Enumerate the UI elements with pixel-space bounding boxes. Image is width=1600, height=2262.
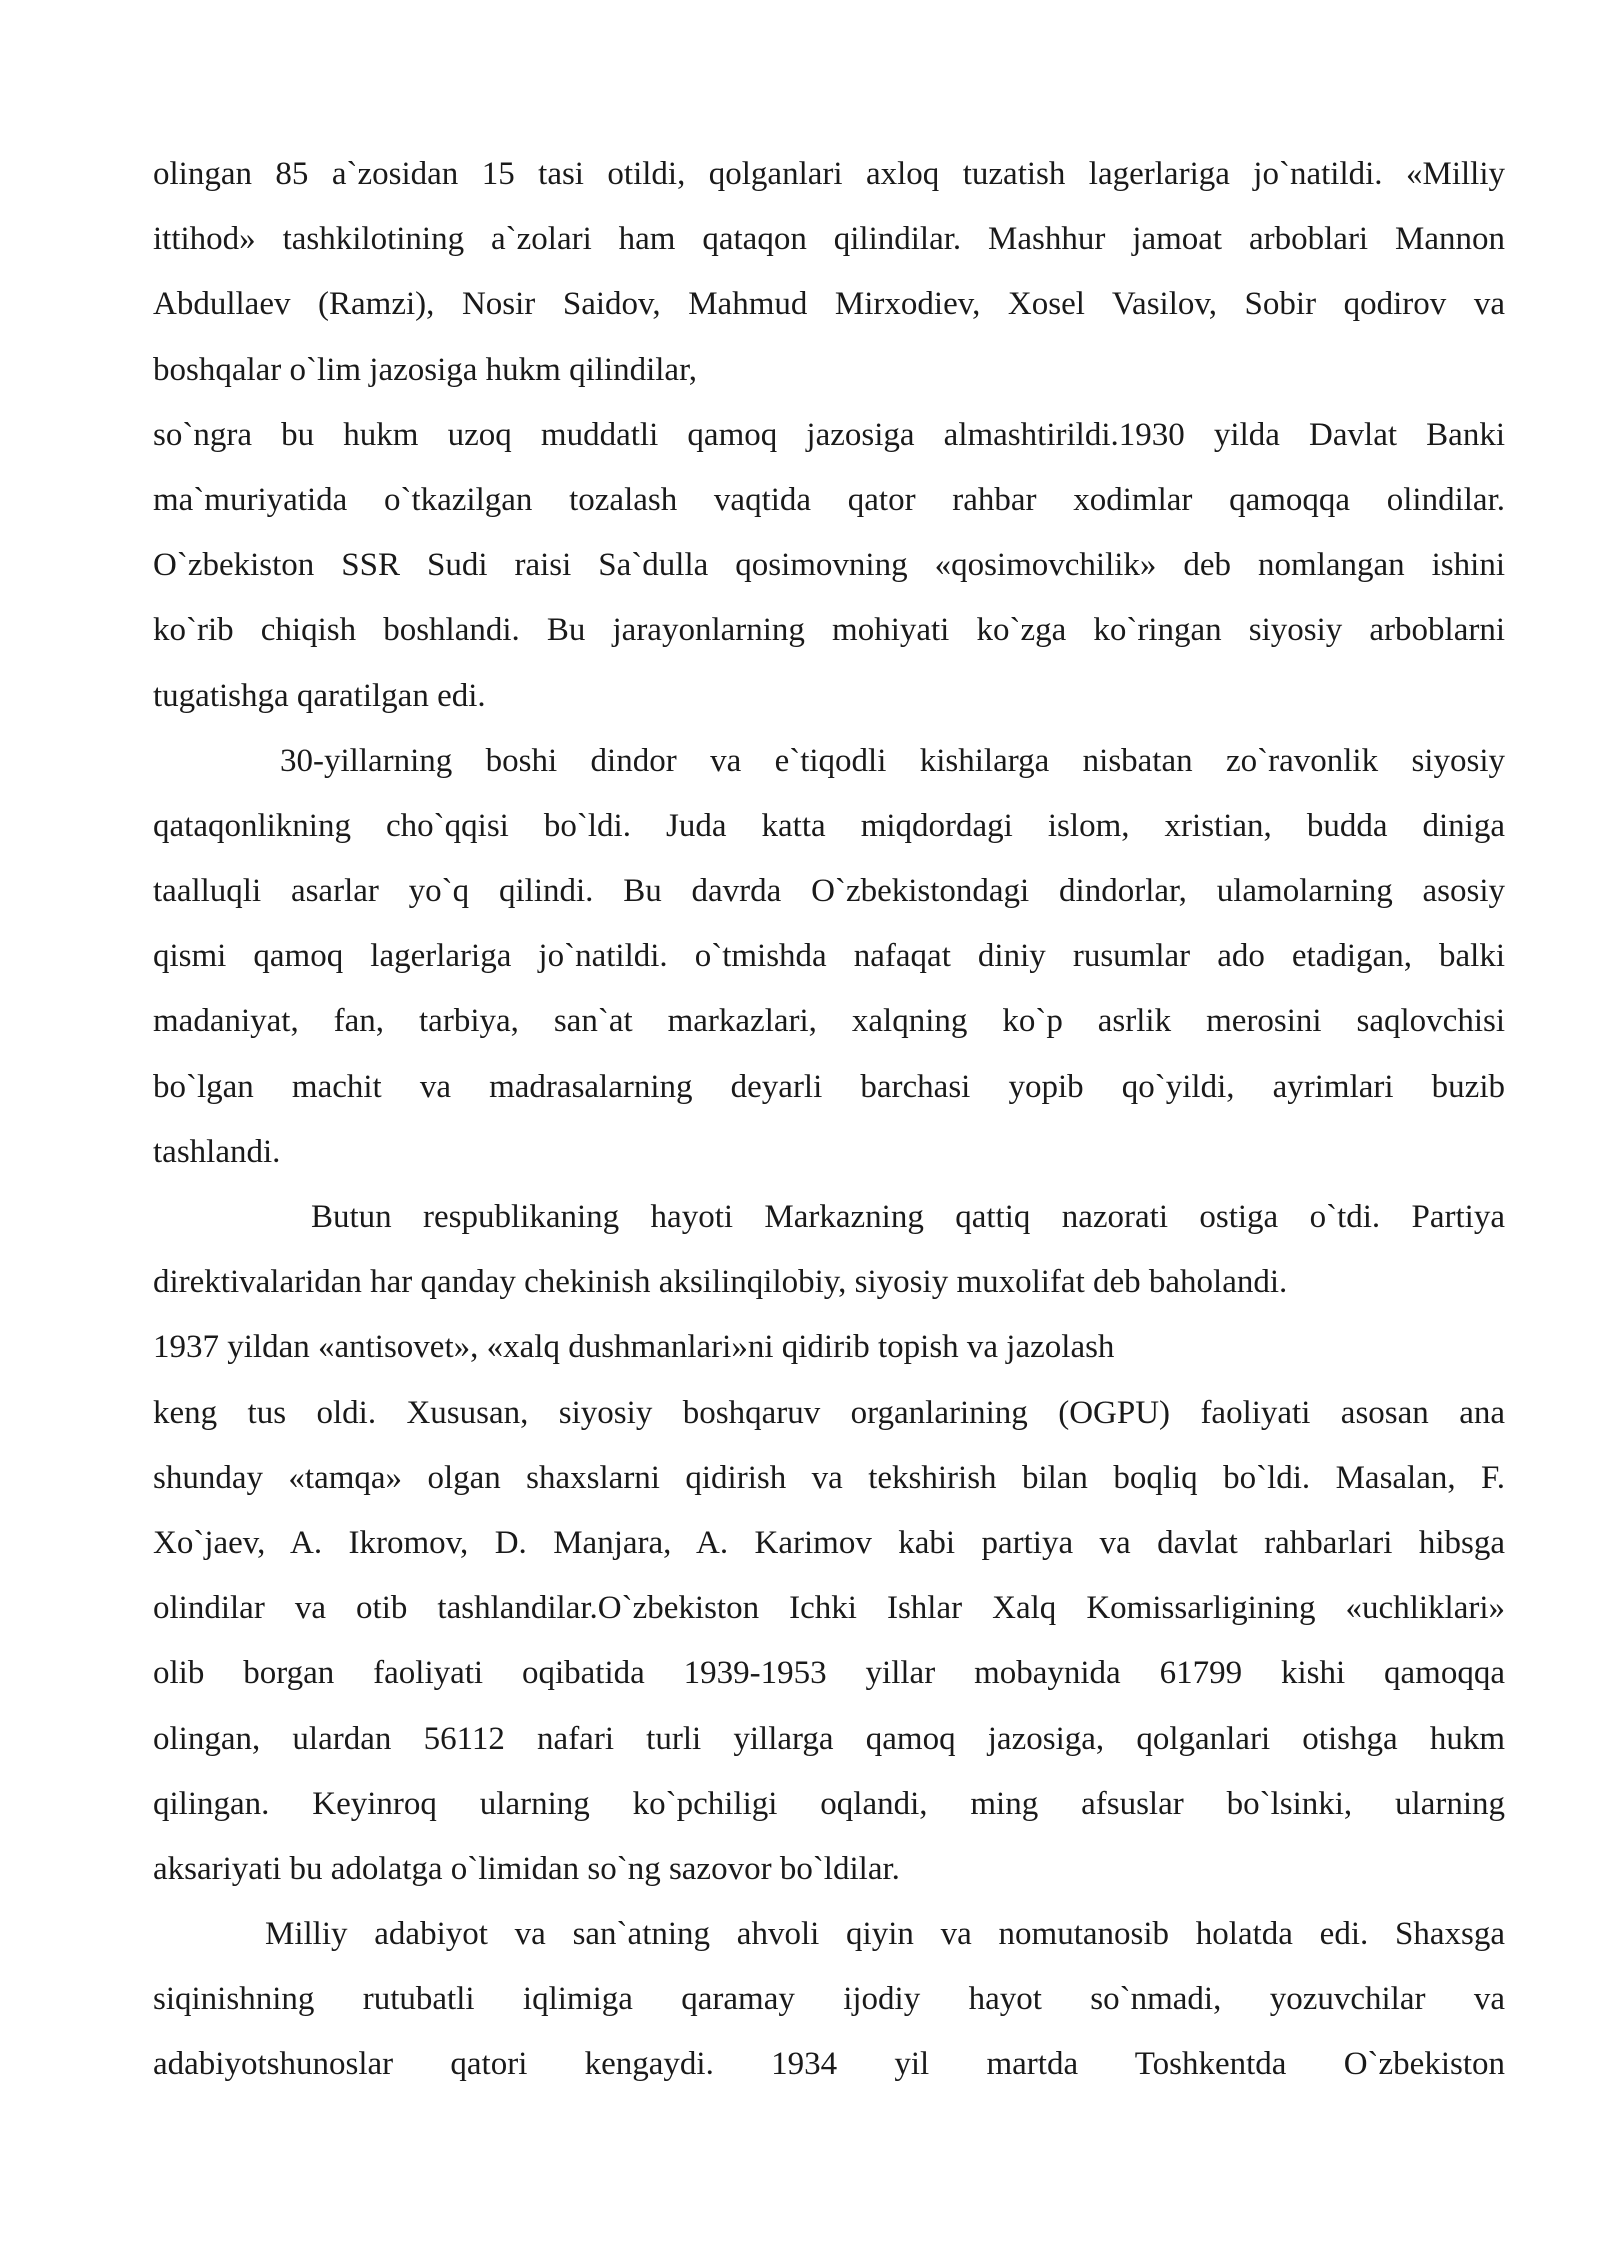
- text-line: 30-yillarning boshi dindor va e`tiqodli kishilarga nisbatan zo`ravonlik siyosiy: [280, 742, 1505, 779]
- text-line: qismi qamoq lagerlariga jo`natildi. o`tmishda nafaqat diniy rusumlar ado etadigan, balki: [153, 938, 1505, 975]
- text-line: madaniyat, fan, tarbiya, san`at markazlari, xalqning ko`p asrlik merosini saqlovchisi: [153, 1003, 1505, 1040]
- text-line: siqinishning rutubatli iqlimiga qaramay ijodiy hayot so`nmadi, yozuvchilar va: [153, 1981, 1505, 2018]
- text-line: adabiyotshunoslar qatori kengaydi. 1934 yil martda Toshkentda O`zbekiston: [153, 2046, 1505, 2083]
- text-line: Butun respublikaning hayoti Markazning qattiq nazorati ostiga o`tdi. Partiya: [311, 1199, 1505, 1235]
- text-line: tugatishga qaratilgan edi.: [153, 677, 486, 714]
- text-line: ko`rib chiqish boshlandi. Bu jarayonlarning mohiyati ko`zga ko`ringan siyosiy arboblarni: [153, 612, 1505, 649]
- text-line: qilingan. Keyinroq ularning ko`pchiligi oqlandi, ming afsuslar bo`lsinki, ularning: [153, 1785, 1505, 1822]
- text-line: Milliy adabiyot va san`atning ahvoli qiyin va nomutanosib holatda edi. Shaxsga: [265, 1916, 1505, 1953]
- text-line: taalluqli asarlar yo`q qilindi. Bu davrda O`zbekistondagi dindorlar, ulamolarning asosiy: [153, 873, 1505, 910]
- text-line: shunday «tamqa» olgan shaxslarni qidirish va tekshirish bilan boqliq bo`ldi. Masalan, F.: [153, 1459, 1505, 1496]
- text-line: olib borgan faoliyati oqibatida 1939-1953 yillar mobaynida 61799 kishi qamoqqa: [153, 1655, 1505, 1692]
- text-line: olingan 85 a`zosidan 15 tasi otildi, qolganlari axloq tuzatish lagerlariga jo`natildi. «Milliy: [153, 156, 1505, 192]
- text-line: keng tus oldi. Xususan, siyosiy boshqaruv organlarining (OGPU) faoliyati asosan ana: [153, 1394, 1505, 1431]
- text-line: so`ngra bu hukm uzoq muddatli qamoq jazosiga almashtirildi.1930 yilda Davlat Banki: [153, 416, 1505, 453]
- text-line: ma`muriyatida o`tkazilgan tozalash vaqtida qator rahbar xodimlar qamoqqa olindilar.: [153, 481, 1505, 518]
- text-line: O`zbekiston SSR Sudi raisi Sa`dulla qosimovning «qosimovchilik» deb nomlangan ishini: [153, 547, 1505, 584]
- text-line: boshqalar o`lim jazosiga hukm qilindilar,: [153, 351, 697, 388]
- text-line: aksariyati bu adolatga o`limidan so`ng sazovor bo`ldilar.: [153, 1850, 900, 1887]
- text-line: Xo`jaev, A. Ikromov, D. Manjara, A. Karimov kabi partiya va davlat rahbarlari hibsga: [153, 1524, 1505, 1561]
- text-line: tashlandi.: [153, 1133, 281, 1170]
- text-line: Abdullaev (Ramzi), Nosir Saidov, Mahmud Mirxodiev, Xosel Vasilov, Sobir qodirov va: [153, 286, 1505, 323]
- document-body-text: [153, 142, 1505, 2098]
- text-line: direktivalaridan har qanday chekinish aksilinqilobiy, siyosiy muxolifat deb baholandi.: [153, 1264, 1288, 1301]
- text-line: olindilar va otib tashlandilar.O`zbekiston Ichki Ishlar Xalq Komissarligining «uchliklari»: [153, 1590, 1505, 1627]
- text-line: qataqonlikning cho`qqisi bo`ldi. Juda katta miqdordagi islom, xristian, budda diniga: [153, 807, 1505, 844]
- text-line: bo`lgan machit va madrasalarning deyarli barchasi yopib qo`yildi, ayrimlari buzib: [153, 1068, 1505, 1105]
- text-line: ittihod» tashkilotining a`zolari ham qataqon qilindilar. Mashhur jamoat arboblari Mannon: [153, 221, 1505, 258]
- text-line: olingan, ulardan 56112 nafari turli yillarga qamoq jazosiga, qolganlari otishga hukm: [153, 1720, 1505, 1757]
- text-line: 1937 yildan «antisovet», «xalq dushmanlari»ni qidirib topish va jazolash: [153, 1329, 1115, 1366]
